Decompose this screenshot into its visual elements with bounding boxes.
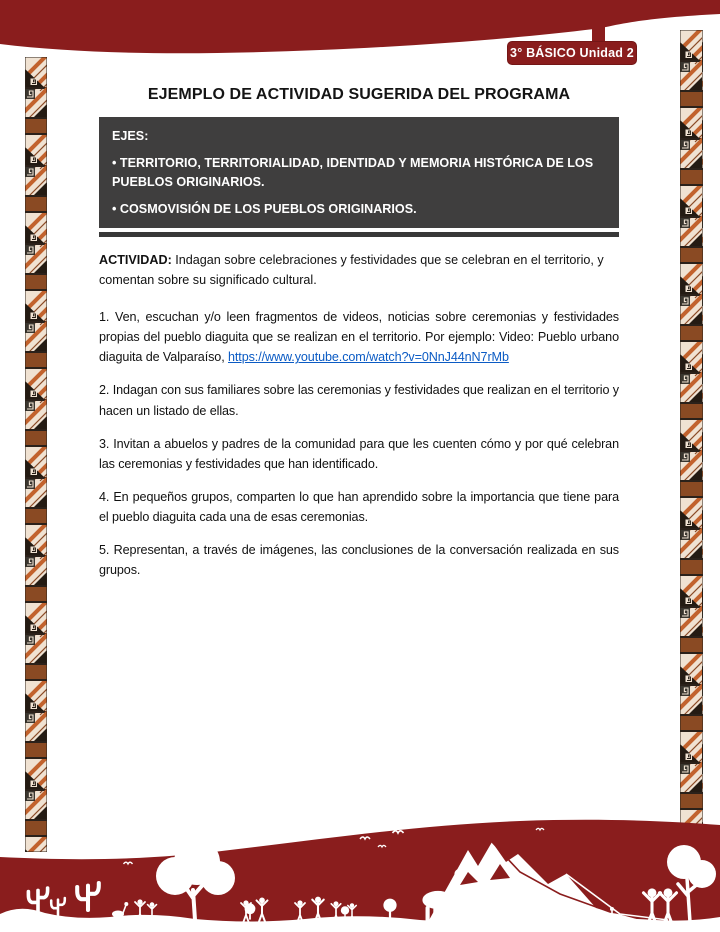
steps-list [99,307,619,581]
ejes-heading: EJES: [112,129,149,143]
youtube-link[interactable]: https://www.youtube.com/watch?v=0NnJ44nN7rMb [228,350,509,365]
step1-text: 1. Ven, escuchan y/o leen fragmentos de videos, noticias sobre ceremonias y festividades propias del pueblo diaguita que se realizan en el territorio. Por ejemplo: Video: Pueblo urbano diaguita de Valparaíso, [99,310,619,365]
footer-illustration [0,812,720,932]
left-border-pattern [25,57,47,852]
actividad-label: ACTIVIDAD: [99,253,172,267]
right-border-pattern [680,30,703,826]
step-paragraph-3: 3. Invitan a abuelos y padres de la comunidad para que les cuenten cómo y por qué celebran las ceremonias y festividades que han identificado. [99,436,619,471]
page-title: EJEMPLO DE ACTIVIDAD SUGERIDA DEL PROGRAMA [147,86,571,103]
actividad-paragraph [99,251,619,290]
divider-rule [99,232,619,237]
step-paragraph-1 [99,307,619,367]
step-paragraph-2: 2. Indagan con sus familiares sobre las ceremonias y festividades que realizan en el territorio y hacen un listado de ellas. [99,383,619,418]
ejes-item-cosmovision: • COSMOVISIÓN DE LOS PUEBLOS ORIGINARIOS. [112,201,417,216]
ejes-box [99,117,619,228]
ejes-item-territorio: • TERRITORIO, TERRITORIALIDAD, IDENTIDAD Y MEMORIA HISTÓRICA DE LOS PUEBLOS ORIGINARIOS. [112,156,594,189]
unit-badge: 3° BÁSICO Unidad 2 [507,41,637,65]
step-paragraph-5: 5. Representan, a través de imágenes, las conclusiones de la conversación realizada en sus grupos. [99,543,619,578]
step-paragraph-4: 4. En pequeños grupos, comparten lo que han aprendido sobre la importancia que tiene para el pueblo diaguita cada una de esas ceremonias. [99,490,619,525]
content-area [99,86,619,594]
actividad-text: Indagan sobre celebraciones y festividades que se celebran en el territorio, y comentan sobre su significado cultural. [99,253,604,287]
